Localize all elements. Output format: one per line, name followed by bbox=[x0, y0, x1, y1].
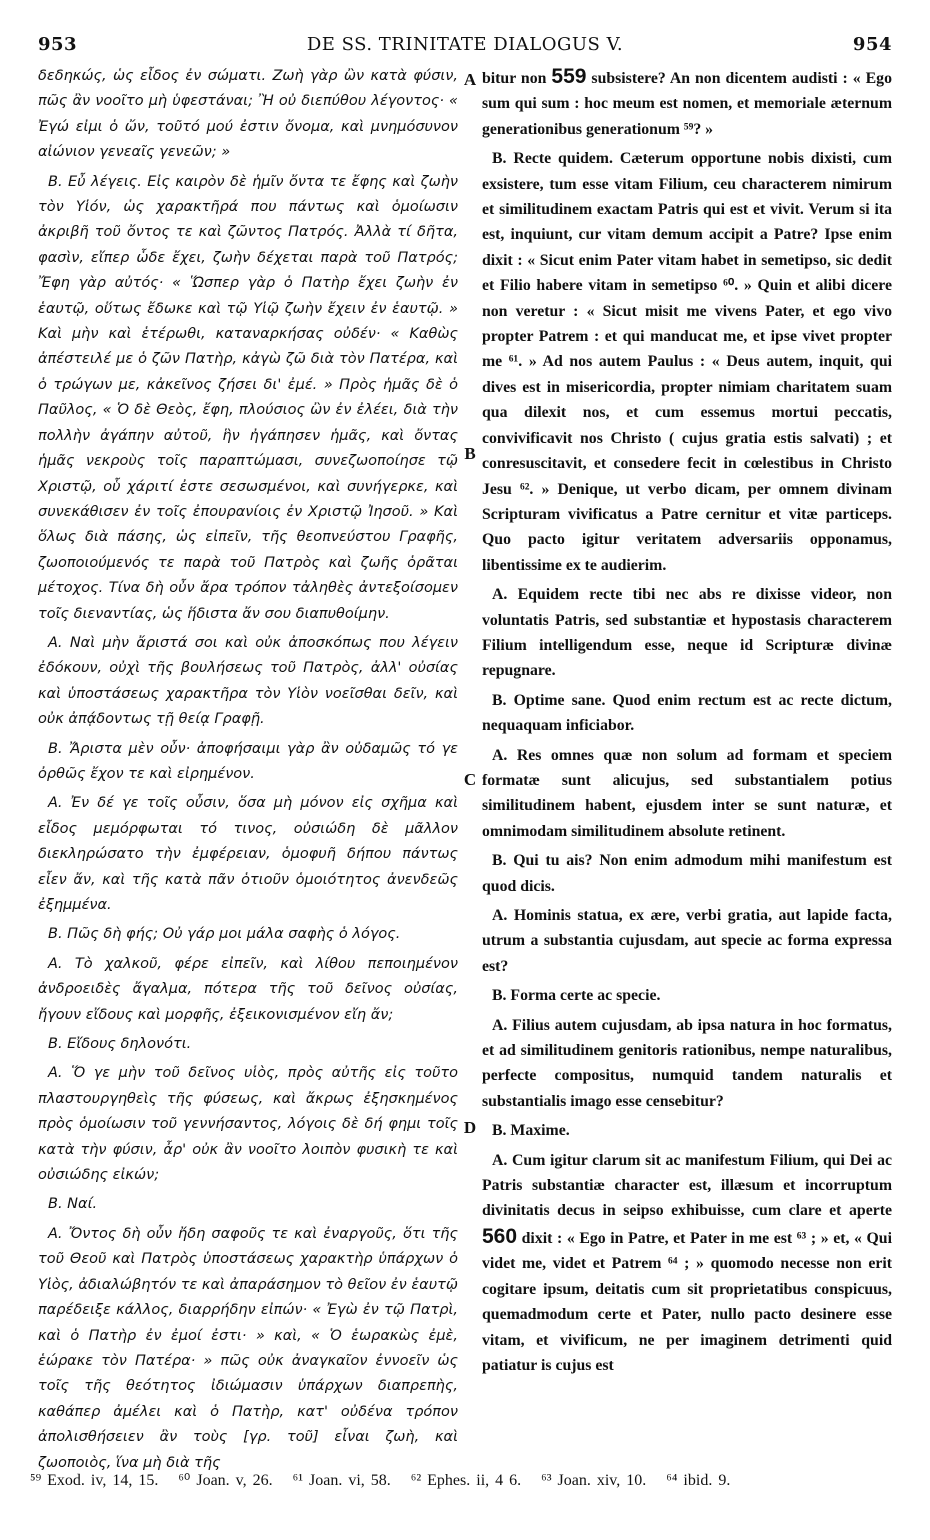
column-number-559: 559 bbox=[551, 65, 587, 88]
greek-column bbox=[38, 64, 458, 1471]
greek-paragraph: Β. Ἄριστα μὲν οὖν· ἀποφήσαιμι γὰρ ἂν οὐδαμῶς τό γε ὀρθῶς ἔχον τε καὶ εἰρημένον. bbox=[38, 740, 458, 782]
latin-text: bitur non bbox=[482, 70, 552, 87]
latin-paragraph bbox=[482, 1148, 892, 1379]
latin-paragraph: B. Optime sane. Quod enim rectum est ac recte dictum, nequaquam inficiabor. bbox=[482, 691, 892, 735]
latin-paragraph: A. Equidem recte tibi nec abs re dixisse videor, non voluntatis Patris, sed substantiæ et hypostasis characterem Filium intelligendum esse, neque id Scripturæ divinæ repugnare. bbox=[482, 586, 892, 680]
column-number-560: 560 bbox=[482, 1224, 518, 1248]
margin-marker-d: D bbox=[463, 1118, 477, 1137]
latin-paragraph bbox=[482, 64, 892, 142]
greek-paragraph: Β. Πῶς δὴ φής; Οὐ γάρ μοι μάλα σαφὴς ὁ λόγος. bbox=[48, 926, 401, 943]
latin-paragraph: A. Filius autem cujusdam, ab ipsa natura in hoc formatus, et ad similitudinem genitoris rationibus, nempe naturalibus, perfecte compositus, numquid tandem naturalis et substantialis imago esse censebitur? bbox=[482, 1016, 892, 1110]
greek-paragraph: Β. Εὖ λέγεις. Εἰς καιρὸν δὲ ἡμῖν ὄντα τε ἔφης καὶ ζωὴν τὸν Υἱόν, ὡς χαρακτῆρά που πάντως καὶ ὁμοίωσιν ἀκριβῆ τοῦ ὄντος τε καὶ ζῶντος Πατρός. Ἀλλὰ τί δῆτα, φασὶν, εἴπερ ὧδε ἔχει, ζωὴν δέχεται παρὰ τοῦ Πατρός; Ἔφη γὰρ αὐτός· « Ὥσπερ γὰρ ὁ Πατὴρ ἔχει ζωὴν ἐν ἑαυτῷ, οὕτως ἔδωκε καὶ τῷ Υἱῷ ζωὴν ἔχειν ἐν ἑαυτῷ. » Καὶ μὴν καὶ ἑτέρωθι, καταναρκήσας οὐδέν· « Καθὼς ἀπέστειλέ με ὁ ζῶν Πατὴρ, κἀγὼ ζῶ διὰ τὸν Πατέρα, καὶ ὁ τρώγων με, κἀκεῖνος ζήσει δι' ἐμέ. » Πρὸς ἡμᾶς δὲ ὁ Παῦλος, « Ὁ δὲ Θεὸς, ἔφη, πλούσιος ὢν ἐν ἐλέει, διὰ τὴν πολλὴν ἀγάπην αὐτοῦ, ἣν ἠγάπησεν ἡμᾶς, καὶ ὄντας ἡμᾶς νεκροὺς τοῖς παραπτώμασι, συνεζωοποίησε τῷ Χριστῷ, οὗ χάριτί ἐστε σεσωσμένοι, καὶ συνήγερκε, καὶ συνεκάθισεν ἐν τοῖς ἐπουρανίοις ἐν Χριστῷ Ἰησοῦ. » Καὶ ὅλως διὰ πάσης, ὡς εἰπεῖν, τῆς θεοπνεύστου Γραφῆς, ζωοποιούμενός τε παρὰ τοῦ Πατρὸς καὶ ζωῆς ὁρᾶται μέτοχος. Τίνα δὴ οὖν ἄρα τρόπον τἀληθὲς ἀντεξοίσομεν τοῖς διεναντίας, ὡς ἥδιστα ἄν σου διαπυθοίμην. bbox=[38, 173, 458, 622]
greek-paragraph: Α. Ἐν δέ γε τοῖς οὖσιν, ὅσα μὴ μόνον εἰς σχῆμα καὶ εἶδος μεμόρφωται τό τινος, οὐσιώδη δὲ μᾶλλον διεκληρώσατο τὴν ἐμφέρειαν, ὁμοφυῆ δήπου πάντως εἶεν ἄν, καὶ τῆς κατὰ πᾶν ὁτιοῦν ὁμοιότητος ἀνενδεῶς ἐξημμένα. bbox=[38, 795, 458, 913]
footnote-59: ⁵⁹ Exod. iv, 14, 15. bbox=[30, 1472, 159, 1489]
greek-paragraph: Α. Ὄντος δὴ οὖν ἤδη σαφοῦς τε καὶ ἐναργοῦς, ὅτι τῆς τοῦ Θεοῦ καὶ Πατρὸς ὑποστάσεως χαρακτὴρ ὑπάρχων ὁ Υἱὸς, ἀδιαλώβητόν τε καὶ ἀπαράσημον τὸ θεῖον ἐν ἑαυτῷ παρέδειξε κάλλος, διαρρήδην εἰπών· « Ἐγὼ ἐν τῷ Πατρὶ, καὶ ὁ Πατὴρ ἐν ἐμοί ἐστι· » καὶ, « Ὁ ἑωρακὼς ἐμὲ, ἑώρακε τὸν Πατέρα· » πῶς οὐκ ἀναγκαῖον ἐννοεῖν ὡς τοῖς τῆς θεότητος ἰδιώμασιν ὑπάρχων διαπρεπὴς, καθάπερ ἀμέλει καὶ ὁ Πατὴρ, κατ' οὐδένα τρόπον ἀπολισθήσειεν ἂν τοὺς [γρ. τοῦ] εἶναι ζωὴ, καὶ ζωοποιὸς, ἵνα μὴ διὰ τῆς bbox=[38, 1225, 458, 1471]
footnote-64: ⁶⁴ ibid. 9. bbox=[666, 1472, 731, 1489]
latin-paragraph: B. Recte quidem. Cæterum opportune nobis dixisti, cum exsistere, tum esse vitam Filium, ceu characterem nimirum et similitudinem exactam Patris qui est et vivit. Verum si ita est, inquiunt, cur vitam demum accipit a Patre? Ipse enim dixit : « Sicut enim Pater vitam habet in semetipso, sic dedit et Filio habere vitam in semetipso ⁶⁰. » Quin et alibi dicere non veretur : « Sicut misit me vivens Pater, et ego vivo propter Patrem : et qui manducat me, et ipse vivet propter me ⁶¹. » Ad nos autem Paulus : « Deus autem, inquit, qui dives est in misericordia, propter nimiam charitatem suam qua dilexit nos, et cum essemus mortui peccatis, convivificavit nos Christo ( cujus gratia estis salvati) ; et conresuscitavit, et consedere fecit in cœlestibus in Christo Jesu ⁶². » Denique, ut verbo dicam, per omnem divinam Scripturam vivificatus a Patre cernitur et vitæ particeps. Quo pacto igitur veritatem adversariis opponamus, libentissime ex te audierim. bbox=[482, 150, 892, 574]
greek-paragraph: Β. Εἴδους δηλονότι. bbox=[48, 1036, 192, 1053]
latin-paragraph: A. Res omnes quæ non solum ad formam et speciem formatæ sunt alicujus, sed substantialem potius similitudinem habent, ejusdem inter se sunt naturæ, et omnimodam similitudinem absolute retinent. bbox=[482, 746, 892, 840]
footnote-63: ⁶³ Joan. xiv, 10. bbox=[541, 1472, 647, 1489]
latin-paragraph: B. Maxime. bbox=[492, 1122, 570, 1140]
greek-paragraph: Β. Ναί. bbox=[48, 1196, 98, 1213]
latin-column bbox=[482, 64, 892, 1444]
latin-paragraph: A. Hominis statua, ex ære, verbi gratia, aut lapide facta, utrum a substantia cujusdam, aut specie ac forma expressa est? bbox=[482, 907, 892, 975]
margin-marker-c: C bbox=[463, 770, 477, 789]
page-header bbox=[38, 22, 892, 62]
greek-paragraph: Α. Ὅ γε μὴν τοῦ δεῖνος υἱὸς, πρὸς αὐτῆς εἰς τοῦτο πλαστουργηθεὶς τῆς φύσεως, καὶ ἄκρως ἐξησκημένος πρὸς ὁμοίωσιν τοῦ γεννήσαντος, λόγοις δὲ δή φημι τοῖς κατὰ τὴν φύσιν, ἆρ' οὐκ ἂν νοοῖτο λοιπὸν φυσικὴ τε καὶ οὐσιώδης εἰκών; bbox=[38, 1065, 458, 1184]
footnotes bbox=[30, 1470, 900, 1490]
footnote-61: ⁶¹ Joan. vi, 58. bbox=[292, 1472, 391, 1489]
greek-paragraph: Α. Ναὶ μὴν ἄριστά σοι καὶ οὐκ ἀποσκόπως που λέγειν ἐδόκουν, οὐχὶ τῆς βουλήσεως τοῦ Πατρὸς, ἀλλ' οὐσίας καὶ ὑποστάσεως χαρακτῆρα τὸν Υἱὸν νοεῖσθαι δεῖν, καὶ οὐκ ἀπᾴδοντως τῇ θείᾳ Γραφῇ. bbox=[38, 634, 458, 728]
margin-marker-b: B bbox=[464, 444, 476, 463]
footnote-62: ⁶² Ephes. ii, 4 6. bbox=[410, 1472, 522, 1489]
latin-text: dixit : « Ego in Patre, et Pater in me est ⁶³ ; » et, « Qui videt me, videt et Patrem ⁶⁴ ; » quomodo necesse non erit cogitare ipsum, deitatis cum sit proprietatibus conspicuus, quemadmodum certe et Pater, nullo pacto desinere esse vitam, et vivificum, ne per imaginem detrimenti quid patiatur is cujus est bbox=[482, 1229, 892, 1374]
running-title: DE SS. TRINITATE DIALOGUS V. bbox=[306, 34, 624, 55]
latin-paragraph: B. Forma certe ac specie. bbox=[492, 987, 661, 1005]
latin-text: subsistere? An non dicentem audisti : « Ego sum qui sum : hoc meum est nomen, et memoriale æternum generationibus generationum ⁵⁹? » bbox=[482, 70, 892, 138]
footnote-60: ⁶⁰ Joan. v, 26. bbox=[178, 1472, 273, 1489]
page-number-left: 953 bbox=[38, 34, 78, 55]
greek-paragraph: Α. Τὸ χαλκοῦ, φέρε εἰπεῖν, καὶ λίθου πεποιημένον ἀνδροειδὲς ἄγαλμα, πότερα τῆς τοῦ δεῖνος οὐσίας, ἤγουν εἴδους καὶ μορφῆς, ἐξεικονισμένον εἴη ἄν; bbox=[38, 955, 458, 1023]
greek-paragraph: δεδηκώς, ὡς εἶδος ἐν σώματι. Ζωὴ γὰρ ὢν κατὰ φύσιν, πῶς ἂν νοοῖτο μὴ ὑφεστάναι; Ἢ οὐ διεπύθου λέγοντος· « Ἐγώ εἰμι ὁ ὤν, τοῦτό μού ἐστιν ὄνομα, καὶ μνημόσυνον αἰώνιον γενεαῖς γενεῶν; » bbox=[38, 68, 458, 161]
latin-paragraph: B. Qui tu ais? Non enim admodum mihi manifestum est quod dicis. bbox=[482, 852, 892, 895]
latin-text: A. Cum igitur clarum sit ac manifestum Filium, qui Dei ac Patris substantiæ character est, illæsum et incorruptum divinitatis decus in seipso exhibuisse, cum clare et aperte bbox=[482, 1151, 892, 1220]
margin-marker-a: A bbox=[463, 70, 477, 89]
page-number-right: 954 bbox=[852, 34, 892, 55]
